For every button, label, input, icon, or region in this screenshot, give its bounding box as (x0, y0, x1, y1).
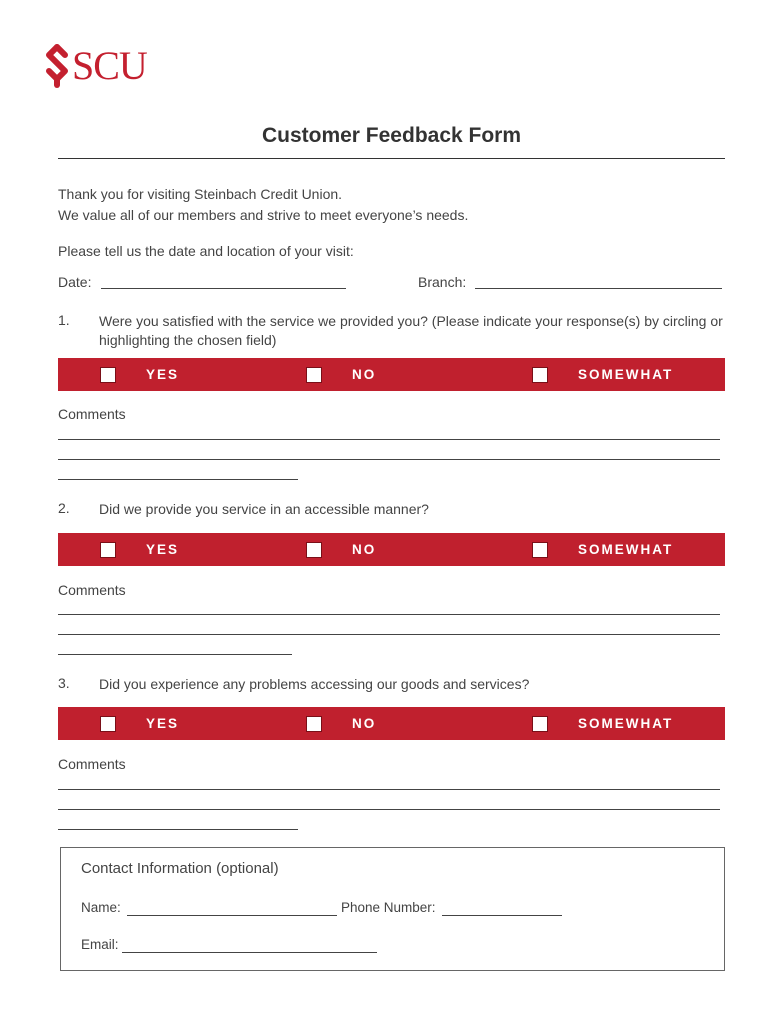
no-label: NO (352, 542, 377, 557)
logo-text: SCU (72, 43, 147, 88)
checkbox[interactable] (532, 542, 548, 558)
question-2-options (58, 533, 725, 566)
question-2-comment-line[interactable] (58, 634, 720, 635)
question-1-comment-line[interactable] (58, 479, 298, 480)
question-3-text: Did you experience any problems accessing our goods and services? (99, 676, 530, 692)
branch-label: Branch: (418, 274, 467, 290)
question-2-number: 2. (58, 500, 70, 516)
question-1-number: 1. (58, 312, 70, 328)
question-3-comment-line[interactable] (58, 789, 720, 790)
question-1-comments-label: Comments (58, 406, 126, 422)
name-field[interactable] (127, 915, 337, 916)
yes-label: YES (146, 542, 180, 557)
checkbox[interactable] (100, 542, 116, 558)
date-field[interactable] (101, 288, 346, 289)
checkbox[interactable] (100, 716, 116, 732)
question-3-yes-option[interactable] (100, 707, 179, 740)
visit-prompt: Please tell us the date and location of your visit: (58, 243, 354, 259)
question-2-no-option[interactable] (306, 533, 376, 566)
question-1-options (58, 358, 725, 391)
checkbox[interactable] (306, 367, 322, 383)
scu-logo-icon (44, 44, 70, 88)
no-label: NO (352, 716, 377, 731)
name-label: Name: (81, 900, 121, 915)
intro-line-2: We value all of our members and strive to meet everyone’s needs. (58, 207, 469, 223)
contact-info-box (60, 847, 725, 971)
question-2-text: Did we provide you service in an accessible manner? (99, 501, 429, 517)
phone-field[interactable] (442, 915, 562, 916)
form-title: Customer Feedback Form (261, 124, 522, 147)
question-3-somewhat-option[interactable] (532, 707, 673, 740)
question-2-somewhat-option[interactable] (532, 533, 673, 566)
no-label: NO (352, 367, 377, 382)
question-2-comment-line[interactable] (58, 614, 720, 615)
branch-field[interactable] (475, 288, 722, 289)
question-1-yes-option[interactable] (100, 358, 179, 391)
question-3-comment-line[interactable] (58, 829, 298, 830)
question-1-comment-line[interactable] (58, 439, 720, 440)
date-label: Date: (58, 274, 92, 290)
contact-title: Contact Information (optional) (81, 860, 279, 877)
yes-label: YES (146, 367, 180, 382)
question-3-number: 3. (58, 675, 70, 691)
email-label: Email: (81, 937, 119, 952)
yes-label: YES (146, 716, 180, 731)
question-3-options (58, 707, 725, 740)
question-2-comments-label: Comments (58, 582, 126, 598)
question-1-no-option[interactable] (306, 358, 376, 391)
somewhat-label: SOMEWHAT (578, 542, 674, 557)
question-3-no-option[interactable] (306, 707, 376, 740)
somewhat-label: SOMEWHAT (578, 716, 674, 731)
checkbox[interactable] (306, 716, 322, 732)
intro-line-1: Thank you for visiting Steinbach Credit Union. (58, 186, 343, 202)
question-1-somewhat-option[interactable] (532, 358, 673, 391)
email-field[interactable] (122, 952, 377, 953)
question-2-comment-line[interactable] (58, 654, 292, 655)
phone-label: Phone Number: (341, 900, 436, 915)
question-1-comment-line[interactable] (58, 459, 720, 460)
somewhat-label: SOMEWHAT (578, 367, 674, 382)
checkbox[interactable] (306, 542, 322, 558)
scu-logo (44, 44, 147, 88)
question-1-text: Were you satisfied with the service we provided you? (Please indicate your response(s) by circling or highlighting the chosen field) (99, 313, 723, 348)
question-3-comments-label: Comments (58, 756, 126, 772)
title-divider (58, 158, 725, 159)
question-3-comment-line[interactable] (58, 809, 720, 810)
checkbox[interactable] (532, 716, 548, 732)
checkbox[interactable] (100, 367, 116, 383)
checkbox[interactable] (532, 367, 548, 383)
question-2-yes-option[interactable] (100, 533, 179, 566)
